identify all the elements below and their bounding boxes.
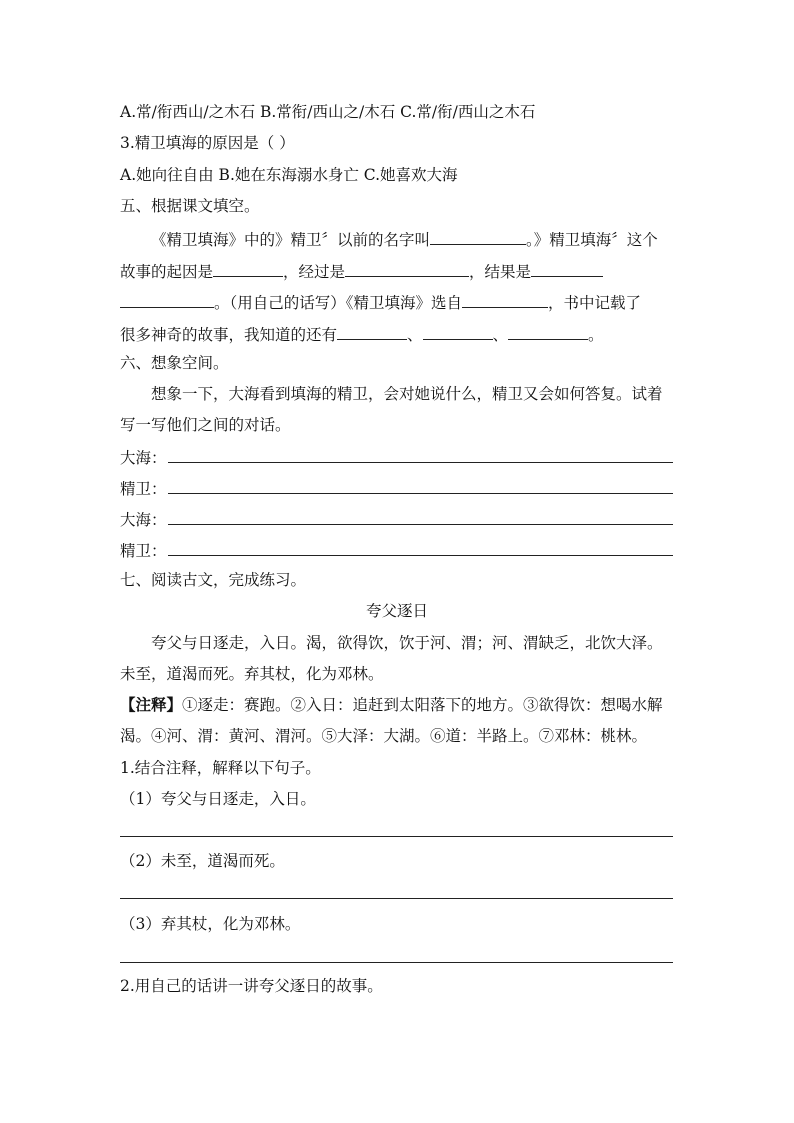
question-1-3: （3）弃其杖，化为邓林。 — [120, 915, 301, 933]
notes-line-2: 渴。④河、渭：黄河、渭河。⑤大泽：大湖。⑥道：半路上。⑦邓林：桃林。 — [120, 727, 648, 745]
section-5-line-1 — [151, 228, 658, 250]
dialogue-answer-line[interactable] — [168, 493, 673, 494]
fill-text: ，经过是 — [283, 263, 346, 281]
q3-question: 3.精卫填海的原因是（ ） — [120, 134, 295, 152]
section-6-prompt-2: 写一写他们之间的对话。 — [120, 416, 291, 434]
dialogue-speaker: 精卫： — [120, 480, 167, 498]
fill-text: 。 — [588, 326, 604, 344]
answer-blank[interactable] — [120, 291, 214, 308]
fill-text: 、 — [407, 326, 423, 344]
answer-line[interactable] — [120, 898, 673, 899]
section-7-heading: 七、阅读古文，完成练习。 — [120, 571, 307, 589]
question-1-2: （2）未至，道渴而死。 — [120, 852, 285, 870]
notes-text: ①逐走：赛跑。②入日：追赶到太阳落下的地方。③欲得饮：想喝水解 — [182, 696, 663, 714]
answer-blank[interactable] — [337, 323, 407, 340]
fill-text: 很多神奇的故事，我知道的还有 — [120, 326, 338, 344]
question-2: 2.用自己的话讲一讲夸父逐日的故事。 — [120, 977, 383, 995]
notes-line-1 — [120, 695, 663, 715]
answer-blank[interactable] — [423, 323, 493, 340]
answer-blank[interactable] — [508, 323, 588, 340]
answer-blank[interactable] — [345, 260, 469, 277]
fill-text: 。》精卫填海〞这个 — [526, 231, 658, 249]
section-5-line-4 — [120, 323, 604, 345]
passage-line-2: 未至，道渴而死。弃其杖，化为邓林。 — [120, 665, 384, 683]
fill-text: ，书中记载了 — [548, 294, 642, 312]
fill-text: 故事的起因是 — [120, 263, 214, 281]
passage-title: 夸父逐日 — [365, 602, 428, 620]
answer-line[interactable] — [120, 962, 673, 963]
section-5-line-3 — [120, 291, 641, 313]
notes-label: 【注释】 — [120, 695, 183, 714]
question-1-1: （1）夸父与日逐走，入日。 — [120, 790, 316, 808]
dialogue-answer-line[interactable] — [168, 524, 673, 525]
section-5-heading: 五、根据课文填空。 — [120, 197, 260, 215]
dialogue-speaker: 大海： — [120, 449, 167, 467]
q3-options: A.她向往自由 B.她在东海溺水身亡 C.她喜欢大海 — [120, 166, 458, 184]
fill-text: 。（用自己的话写）《精卫填海》选自 — [214, 294, 463, 312]
answer-blank[interactable] — [213, 260, 283, 277]
q2-options: A.常/衔西山/之木石 B.常衔/西山之/木石 C.常/衔/西山之木石 — [120, 103, 536, 121]
answer-blank[interactable] — [531, 260, 603, 277]
passage-line-1: 夸父与日逐走，入日。渴，欲得饮，饮于河、渭；河、渭缺乏，北饮大泽。 — [151, 634, 663, 652]
answer-line[interactable] — [120, 836, 673, 837]
answer-blank[interactable] — [462, 291, 548, 308]
answer-blank[interactable] — [430, 228, 526, 245]
dialogue-speaker: 大海： — [120, 511, 167, 529]
section-5-line-2 — [120, 260, 603, 282]
section-6-prompt-1: 想象一下，大海看到填海的精卫，会对她说什么，精卫又会如何答复。试着 — [151, 385, 663, 403]
fill-text: 《精卫填海》中的》精卫〞以前的名字叫 — [151, 231, 431, 249]
section-6-heading: 六、想象空间。 — [120, 354, 229, 372]
fill-text: 、 — [492, 326, 509, 344]
dialogue-answer-line[interactable] — [168, 462, 673, 463]
fill-text: ，结果是 — [469, 263, 532, 281]
dialogue-answer-line[interactable] — [168, 555, 673, 556]
dialogue-speaker: 精卫： — [120, 542, 167, 560]
question-1: 1.结合注释，解释以下句子。 — [120, 759, 321, 777]
